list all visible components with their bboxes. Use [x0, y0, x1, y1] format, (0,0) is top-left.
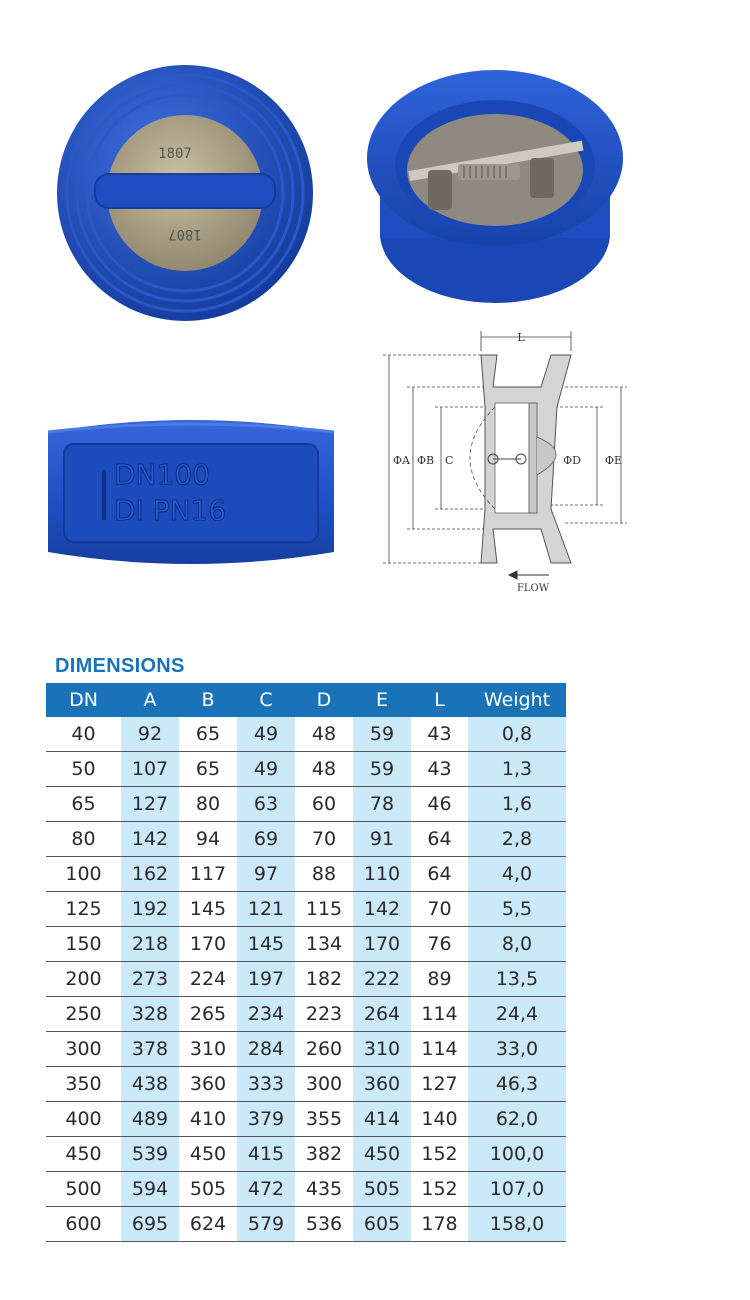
cell-l: 43	[411, 717, 468, 752]
cell-b: 65	[179, 752, 237, 787]
cell-l: 64	[411, 822, 468, 857]
cell-weight: 46,3	[468, 1067, 566, 1102]
cell-c: 97	[237, 857, 295, 892]
cell-dn: 200	[46, 962, 121, 997]
cell-b: 410	[179, 1102, 237, 1137]
cell-a: 328	[121, 997, 179, 1032]
cell-a: 695	[121, 1207, 179, 1242]
cell-a: 438	[121, 1067, 179, 1102]
cell-a: 142	[121, 822, 179, 857]
cell-b: 224	[179, 962, 237, 997]
cell-a: 273	[121, 962, 179, 997]
cell-e: 605	[353, 1207, 411, 1242]
table-row	[46, 962, 566, 997]
cell-e: 59	[353, 717, 411, 752]
dim-label-a: ΦA	[393, 454, 410, 467]
cell-weight: 62,0	[468, 1102, 566, 1137]
cell-b: 450	[179, 1137, 237, 1172]
cell-d: 300	[295, 1067, 353, 1102]
cell-e: 310	[353, 1032, 411, 1067]
cell-dn: 65	[46, 787, 121, 822]
table-header-row	[46, 683, 566, 717]
cell-c: 49	[237, 717, 295, 752]
plate-mark-bottom: 1807	[168, 226, 202, 242]
cell-e: 222	[353, 962, 411, 997]
cell-weight: 0,8	[468, 717, 566, 752]
cell-dn: 50	[46, 752, 121, 787]
cell-c: 121	[237, 892, 295, 927]
cell-weight: 2,8	[468, 822, 566, 857]
cell-weight: 1,6	[468, 787, 566, 822]
cell-b: 265	[179, 997, 237, 1032]
cell-c: 197	[237, 962, 295, 997]
cell-d: 48	[295, 752, 353, 787]
cell-e: 78	[353, 787, 411, 822]
cell-dn: 500	[46, 1172, 121, 1207]
cell-d: 48	[295, 717, 353, 752]
cell-a: 162	[121, 857, 179, 892]
cell-c: 69	[237, 822, 295, 857]
col-header-c: C	[237, 683, 295, 717]
dim-label-c: C	[445, 454, 454, 467]
plate-mark-top: 1807	[158, 146, 192, 162]
cell-d: 60	[295, 787, 353, 822]
cell-l: 64	[411, 857, 468, 892]
table-row	[46, 1102, 566, 1137]
col-header-a: A	[121, 683, 179, 717]
cell-l: 114	[411, 997, 468, 1032]
cell-b: 360	[179, 1067, 237, 1102]
dim-label-e: ΦE	[605, 454, 623, 467]
cell-weight: 1,3	[468, 752, 566, 787]
col-header-d: D	[295, 683, 353, 717]
cell-dn: 450	[46, 1137, 121, 1172]
cell-e: 264	[353, 997, 411, 1032]
cell-d: 88	[295, 857, 353, 892]
cell-a: 489	[121, 1102, 179, 1137]
cell-dn: 80	[46, 822, 121, 857]
valve-angled-photo	[360, 58, 630, 320]
cell-a: 107	[121, 752, 179, 787]
cell-weight: 13,5	[468, 962, 566, 997]
cell-d: 260	[295, 1032, 353, 1067]
table-row	[46, 1137, 566, 1172]
table-row	[46, 892, 566, 927]
cell-a: 127	[121, 787, 179, 822]
cell-e: 450	[353, 1137, 411, 1172]
cell-d: 355	[295, 1102, 353, 1137]
cell-l: 152	[411, 1172, 468, 1207]
cell-c: 145	[237, 927, 295, 962]
cell-c: 63	[237, 787, 295, 822]
cell-l: 152	[411, 1137, 468, 1172]
cell-b: 310	[179, 1032, 237, 1067]
cell-l: 46	[411, 787, 468, 822]
cell-l: 114	[411, 1032, 468, 1067]
table-row	[46, 787, 566, 822]
cell-weight: 24,4	[468, 997, 566, 1032]
cell-l: 43	[411, 752, 468, 787]
cell-weight: 100,0	[468, 1137, 566, 1172]
cell-d: 182	[295, 962, 353, 997]
table-row	[46, 1207, 566, 1242]
cell-dn: 40	[46, 717, 121, 752]
table-row	[46, 1067, 566, 1102]
table-row	[46, 857, 566, 892]
cell-a: 594	[121, 1172, 179, 1207]
cell-dn: 400	[46, 1102, 121, 1137]
cell-dn: 250	[46, 997, 121, 1032]
cell-c: 333	[237, 1067, 295, 1102]
cell-c: 284	[237, 1032, 295, 1067]
cell-dn: 125	[46, 892, 121, 927]
cell-l: 178	[411, 1207, 468, 1242]
cell-l: 76	[411, 927, 468, 962]
body-text-dn: DN100	[114, 458, 210, 491]
cell-d: 115	[295, 892, 353, 927]
table-body	[46, 717, 566, 1242]
col-header-dn: DN	[46, 683, 121, 717]
cell-e: 505	[353, 1172, 411, 1207]
cell-c: 415	[237, 1137, 295, 1172]
dim-label-b: ΦB	[417, 454, 435, 467]
cell-weight: 5,5	[468, 892, 566, 927]
cell-dn: 600	[46, 1207, 121, 1242]
cell-a: 539	[121, 1137, 179, 1172]
col-header-e: E	[353, 683, 411, 717]
cell-dn: 100	[46, 857, 121, 892]
cell-dn: 300	[46, 1032, 121, 1067]
dimensions-title: DIMENSIONS	[55, 655, 185, 677]
cell-e: 170	[353, 927, 411, 962]
dimensions-table	[46, 683, 566, 1242]
cell-weight: 107,0	[468, 1172, 566, 1207]
body-text-pn: DI PN16	[114, 494, 227, 527]
valve-front-photo	[50, 62, 320, 324]
cell-e: 414	[353, 1102, 411, 1137]
cell-e: 91	[353, 822, 411, 857]
col-header-l: L	[411, 683, 468, 717]
cell-a: 92	[121, 717, 179, 752]
table-row	[46, 1172, 566, 1207]
cell-b: 117	[179, 857, 237, 892]
cell-e: 360	[353, 1067, 411, 1102]
cell-a: 192	[121, 892, 179, 927]
cell-b: 94	[179, 822, 237, 857]
cell-c: 579	[237, 1207, 295, 1242]
cell-b: 505	[179, 1172, 237, 1207]
cell-d: 223	[295, 997, 353, 1032]
col-header-b: B	[179, 683, 237, 717]
cell-b: 624	[179, 1207, 237, 1242]
cell-weight: 33,0	[468, 1032, 566, 1067]
cell-e: 59	[353, 752, 411, 787]
dim-label-l: L	[517, 331, 525, 344]
table-row	[46, 1032, 566, 1067]
table-row	[46, 927, 566, 962]
table-row	[46, 997, 566, 1032]
cell-c: 234	[237, 997, 295, 1032]
cell-e: 142	[353, 892, 411, 927]
cell-d: 435	[295, 1172, 353, 1207]
cell-weight: 158,0	[468, 1207, 566, 1242]
cell-d: 134	[295, 927, 353, 962]
cell-weight: 4,0	[468, 857, 566, 892]
cell-e: 110	[353, 857, 411, 892]
cell-b: 170	[179, 927, 237, 962]
cell-l: 140	[411, 1102, 468, 1137]
table-row	[46, 752, 566, 787]
valve-section-diagram	[375, 325, 650, 600]
cell-weight: 8,0	[468, 927, 566, 962]
cell-c: 49	[237, 752, 295, 787]
cell-a: 218	[121, 927, 179, 962]
cell-l: 70	[411, 892, 468, 927]
cell-l: 127	[411, 1067, 468, 1102]
cell-b: 80	[179, 787, 237, 822]
cell-c: 472	[237, 1172, 295, 1207]
cell-d: 536	[295, 1207, 353, 1242]
dim-label-d: ΦD	[563, 454, 581, 467]
cell-dn: 350	[46, 1067, 121, 1102]
flow-label: FLOW	[516, 583, 550, 594]
cell-l: 89	[411, 962, 468, 997]
cell-dn: 150	[46, 927, 121, 962]
cell-b: 145	[179, 892, 237, 927]
cell-a: 378	[121, 1032, 179, 1067]
col-header-weight: Weight	[468, 683, 566, 717]
valve-side-photo	[42, 412, 340, 572]
table-row	[46, 717, 566, 752]
cell-d: 70	[295, 822, 353, 857]
cell-d: 382	[295, 1137, 353, 1172]
table-row	[46, 822, 566, 857]
cell-b: 65	[179, 717, 237, 752]
cell-c: 379	[237, 1102, 295, 1137]
